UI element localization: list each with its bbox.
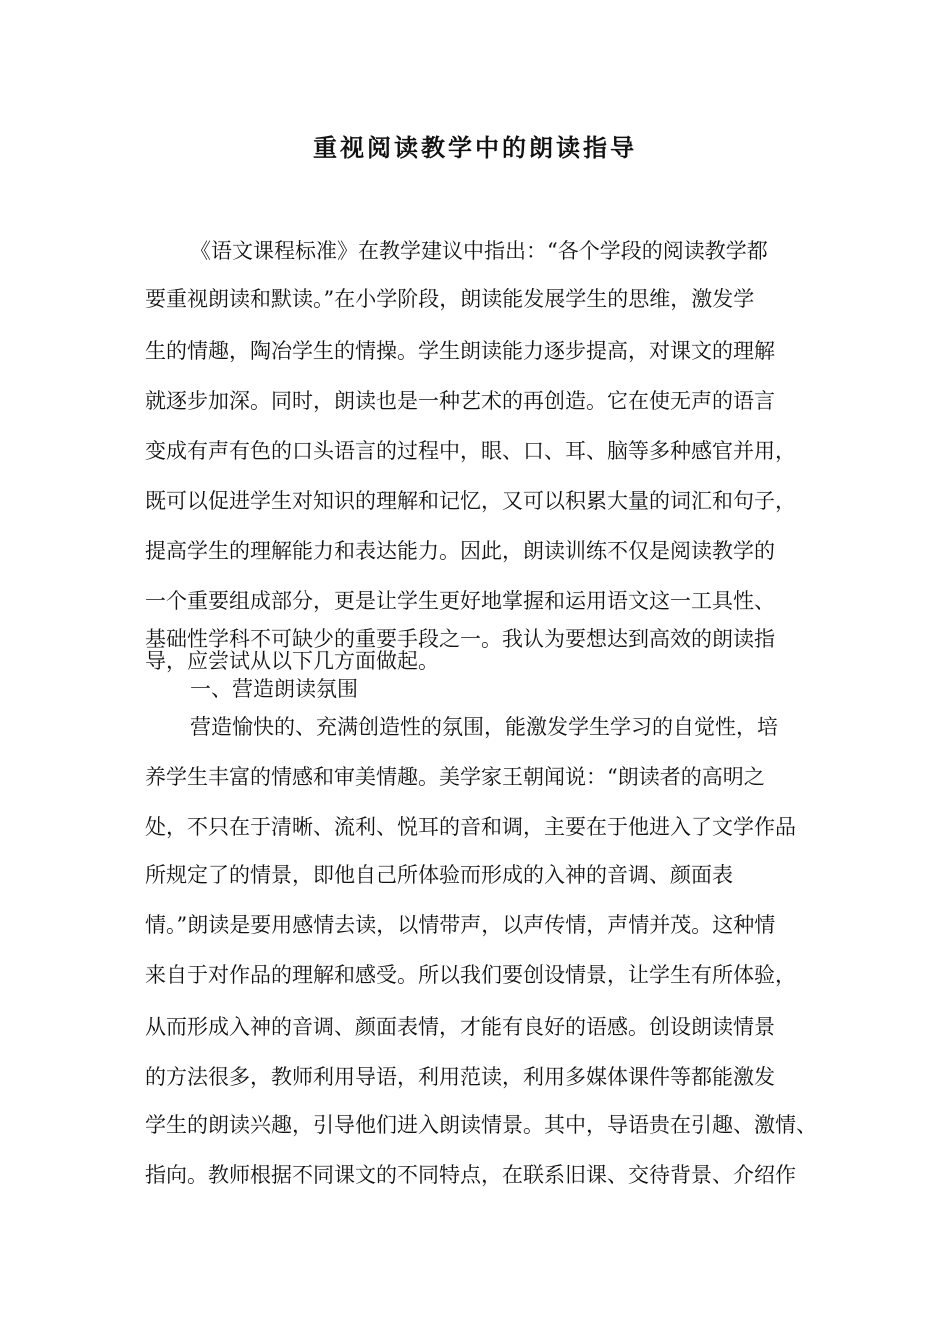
- section-heading: 一、营造朗读氛围: [190, 677, 358, 701]
- paragraph-line: 情。”朗读是要用感情去读，以情带声，以声传情，声情并茂。这种情: [145, 913, 776, 937]
- paragraph-line: 导，应尝试从以下几方面做起。: [145, 649, 439, 673]
- paragraph-line: 的方法很多，教师利用导语，利用范读，利用多媒体课件等都能激发: [145, 1065, 775, 1089]
- paragraph-line: 基础性学科不可缺少的重要手段之一。我认为要想达到高效的朗读指: [145, 627, 775, 651]
- paragraph-line: 《语文课程标准》在教学建议中指出：“各个学段的阅读教学都: [190, 239, 768, 263]
- document-title: 重视阅读教学中的朗读指导: [313, 133, 637, 162]
- paragraph-line: 指向。教师根据不同课文的不同特点，在联系旧课、交待背景、介绍作: [145, 1163, 796, 1187]
- paragraph-line: 要重视朗读和默读。”在小学阶段，朗读能发展学生的思维，激发学: [145, 287, 755, 311]
- paragraph-line: 营造愉快的、充满创造性的氛围，能激发学生学习的自觉性，培: [190, 715, 778, 739]
- paragraph-line: 处，不只在于清晰、流利、悦耳的音和调，主要在于他进入了文学作品: [145, 815, 796, 839]
- paragraph-line: 一个重要组成部分，更是让学生更好地掌握和运用语文这一工具性、: [145, 589, 775, 613]
- paragraph-line: 所规定了的情景，即他自己所体验而形成的入神的音调、颜面表: [145, 863, 733, 887]
- paragraph-line: 养学生丰富的情感和审美情趣。美学家王朝闻说：“朗读者的高明之: [145, 765, 765, 789]
- paragraph-line: 生的情趣，陶冶学生的情操。学生朗读能力逐步提高，对课文的理解: [145, 339, 775, 363]
- paragraph-line: 提高学生的理解能力和表达能力。因此，朗读训练不仅是阅读教学的: [145, 539, 775, 563]
- paragraph-line: 就逐步加深。同时，朗读也是一种艺术的再创造。它在使无声的语言: [145, 389, 775, 413]
- paragraph-line: 既可以促进学生对知识的理解和记忆，又可以积累大量的词汇和句子，: [145, 489, 796, 513]
- paragraph-line: 变成有声有色的口头语言的过程中，眼、口、耳、脑等多种感官并用，: [145, 439, 796, 463]
- paragraph-line: 来自于对作品的理解和感受。所以我们要创设情景，让学生有所体验，: [145, 963, 796, 987]
- paragraph-line: 从而形成入神的音调、颜面表情，才能有良好的语感。创设朗读情景: [145, 1015, 775, 1039]
- paragraph-line: 学生的朗读兴趣，引导他们进入朗读情景。其中，导语贵在引趣、激情、: [145, 1113, 817, 1137]
